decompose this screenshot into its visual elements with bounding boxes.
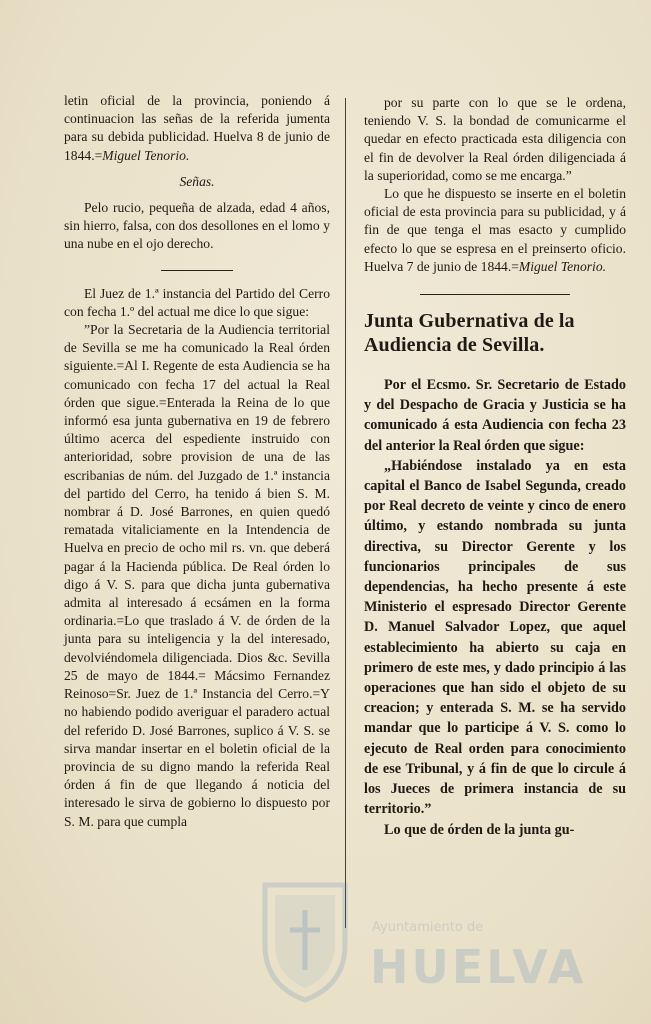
coat-of-arms-icon	[255, 875, 355, 1005]
right-column	[364, 94, 626, 840]
watermark-subtext: Ayuntamiento de	[372, 920, 484, 935]
right-paragraph-3: Por el Ecsmo. Sr. Secretario de Estado y del Despacho de Gracia y Justicia se ha comunicado á esta Audiencia con fecha 23 del anterior la Real órden que sigue:	[364, 377, 626, 454]
left-paragraph-1: letin oficial de la provincia, poniendo á continuacion las señas de la referida jumenta para su debida publicidad. Huelva 8 de junio de 1844.=Miguel Tenorio.	[64, 93, 330, 163]
signature-miguel-tenorio: Miguel Tenorio.	[102, 147, 190, 163]
right-paragraph-5: Lo que de órden de la junta gu-	[384, 821, 575, 838]
huelva-watermark	[220, 855, 587, 1015]
right-paragraph-2: Lo que he dispuesto se inserte en el boletin oficial de esta provincia para su publicidad, y á fin de que tenga el mas esacto y cumplido efecto lo que se espresa en el preinserto oficio. Huelva 7 de junio de 1844.=Miguel Tenorio.	[364, 186, 626, 274]
watermark-text: HUELVA	[370, 940, 587, 994]
column-divider	[345, 98, 346, 928]
left-paragraph-4: ”Por la Secretaria de la Audiencia territorial de Sevilla se me ha comunicado la Real órden siguiente.=Al I. Regente de esta Audiencia se ha comunicado con fecha 17 del actual la Real órden que sigue.=Enterada la Reina de lo que informó esa junta gubernativa en 19 de febrero último acerca del espediente instruido con anterioridad, sobre provision de una de las escribanias de núm. del Juzgado de 1.ª instancia del partido del Cerro, ha tenido á bien S. M. nombrar á D. José Barrones, en quien quedó rematada vitaliciamente en la Intendencia de Huelva en precio de ocho mil rs. vn. que deberá pagar á la Hacienda pública. De Real órden lo digo á V. S. para que dicha junta gubernativa admita al interesado á ecsámen en la forma ordinaria.=Lo que traslado á V. de órden de la junta para su inteligencia y la del interesado, devolviéndomela diligenciada. Dios &c. Sevilla 25 de mayo de 1844.= Mácsimo Fernandez Reinoso=Sr. Juez de 1.ª Instancia del Cerro.=Y no habiendo podido averiguar el paradero actual del referido D. José Barrones, suplico á V. S. se sirva mandar insertar en el boletin oficial de la provincia de su digno mando la referida Real órden á fin de que llegando á noticia del interesado le sirva de gobierno lo dispuesto por S. M. para que cumpla	[64, 322, 330, 829]
left-paragraph-3: El Juez de 1.ª instancia del Partido del Cerro con fecha 1.º del actual me dice lo que sigue:	[64, 285, 330, 319]
right-paragraph-4: „Habiéndose instalado ya en esta capital el Banco de Isabel Segunda, creado por Real decreto de veinte y cinco de enero último, y estando nombrada su junta directiva, su Director Gerente y los funcionarios principales de sus dependencias, ha hecho presente á este Ministerio el espresado Director Gerente D. Manuel Salvador Lopez, que aquel establecimiento ha abierto su caja en primero de este mes, y dado principio á las operaciones que han sido el objeto de su creacion; y enterada S. M. se ha servido mandar que lo participe á V. S. como lo ejecuto de Real orden para conocimiento de ese Tribunal, y á fin de que lo circule á los Jueces de primera instancia de su territorio.”	[364, 457, 626, 818]
section-heading: Junta Gubernativa de la Audiencia de Sevilla.	[364, 310, 575, 357]
right-paragraph-1: por su parte con lo que se le ordena, teniendo V. S. la bondad de comunicarme el quedar en efecto practicada esta diligencia con el fin de devolver la Real órden diligenciada á la superioridad, como se me encarga.”	[364, 95, 626, 183]
section-rule	[161, 270, 233, 271]
section-rule	[420, 294, 570, 295]
senas-heading: Señas.	[179, 173, 215, 189]
left-paragraph-2: Pelo rucio, pequeña de alzada, edad 4 años, sin hierro, falsa, con dos desollones en el lomo y una nube en el ojo derecho.	[64, 200, 330, 252]
left-column	[64, 92, 330, 831]
signature-miguel-tenorio: Miguel Tenorio.	[518, 258, 607, 274]
